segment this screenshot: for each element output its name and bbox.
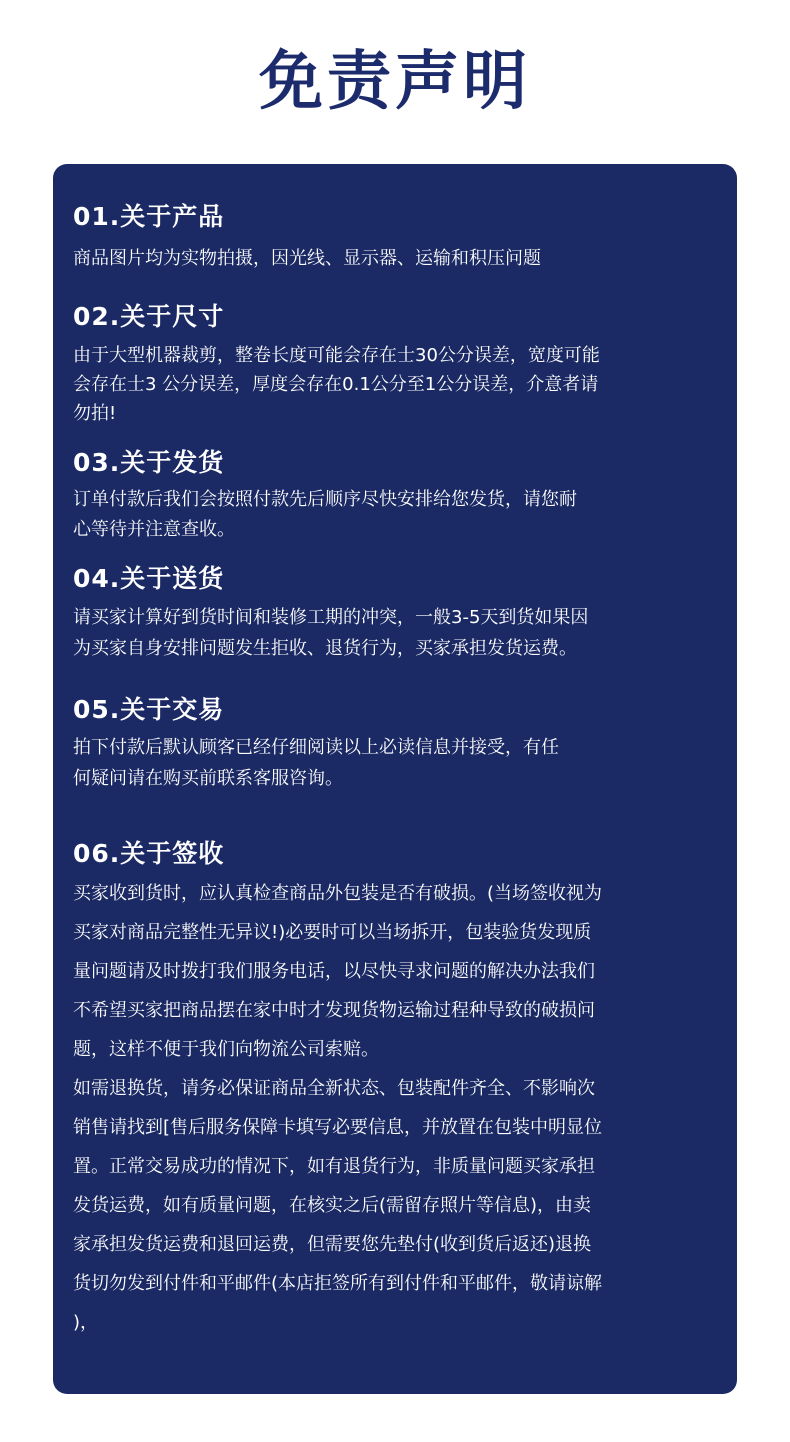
section-4-heading: 04.关于送货: [73, 564, 225, 593]
section-3-line-2: 心等待并注意查收。: [73, 519, 235, 540]
section-3-line-1: 订单付款后我们会按照付款先后顺序尽快安排给您发货，请您耐: [73, 489, 577, 510]
section-6-line-1: 买家收到货时，应认真检查商品外包装是否有破损。(当场签收视为: [73, 883, 603, 904]
section-6-line-11: 货切勿发到付件和平邮件(本店拒签所有到付件和平邮件，敬请谅解: [73, 1273, 603, 1294]
section-6-line-4: 不希望买家把商品摆在家中时才发现货物运输过程种导致的破损问: [73, 1000, 595, 1021]
section-2-line-2: 会存在士3 公分误差，厚度会存在0.1公分至1公分误差，介意者请: [73, 374, 599, 395]
section-6-heading: 06.关于签收: [73, 839, 225, 868]
page-title: 免责声明: [259, 45, 531, 119]
section-6-line-6: 如需退换货，请务必保证商品全新状态、包装配件齐全、不影响次: [73, 1078, 595, 1099]
disclaimer-panel: [53, 164, 737, 1394]
section-5-heading: 05.关于交易: [73, 695, 225, 724]
section-5-line-1: 拍下付款后默认顾客已经仔细阅读以上必读信息并接受，有任: [73, 737, 559, 758]
section-4-line-2: 为买家自身安排问题发生拒收、退货行为，买家承担发货运费。: [73, 638, 577, 659]
section-6-line-8: 置。正常交易成功的情况下，如有退货行为，非质量问题买家承担: [73, 1156, 595, 1177]
section-6-line-12: )，: [73, 1312, 99, 1333]
section-6-line-10: 家承担发货运费和退回运费，但需要您先垫付(收到货后返还)退换: [73, 1234, 592, 1255]
section-6-line-9: 发货运费，如有质量问题，在核实之后(需留存照片等信息)，由卖: [73, 1195, 592, 1216]
section-2-line-1: 由于大型机器裁剪，整卷长度可能会存在士30公分误差，宽度可能: [73, 345, 600, 366]
section-6-line-3: 量问题请及时拨打我们服务电话，以尽快寻求问题的解决办法我们: [73, 961, 595, 982]
section-2-heading: 02.关于尺寸: [73, 302, 225, 331]
section-1-line-1: 商品图片均为实物拍摄，因光线、显示器、运输和积压问题: [73, 248, 541, 269]
section-6-line-5: 题，这样不便于我们向物流公司索赔。: [73, 1039, 379, 1060]
section-2-line-3: 勿拍!: [73, 403, 117, 424]
section-4-line-1: 请买家计算好到货时间和装修工期的冲突，一般3-5天到货如果因: [73, 607, 589, 628]
section-1-heading: 01.关于产品: [73, 202, 225, 231]
section-3-heading: 03.关于发货: [73, 448, 225, 477]
section-6-line-7: 销售请找到[售后服务保障卡填写必要信息，并放置在包装中明显位: [73, 1117, 603, 1138]
section-5-line-2: 何疑问请在购买前联系客服咨询。: [73, 768, 343, 789]
section-6-line-2: 买家对商品完整性无异议!)必要时可以当场拆开，包装验货发现质: [73, 922, 592, 943]
